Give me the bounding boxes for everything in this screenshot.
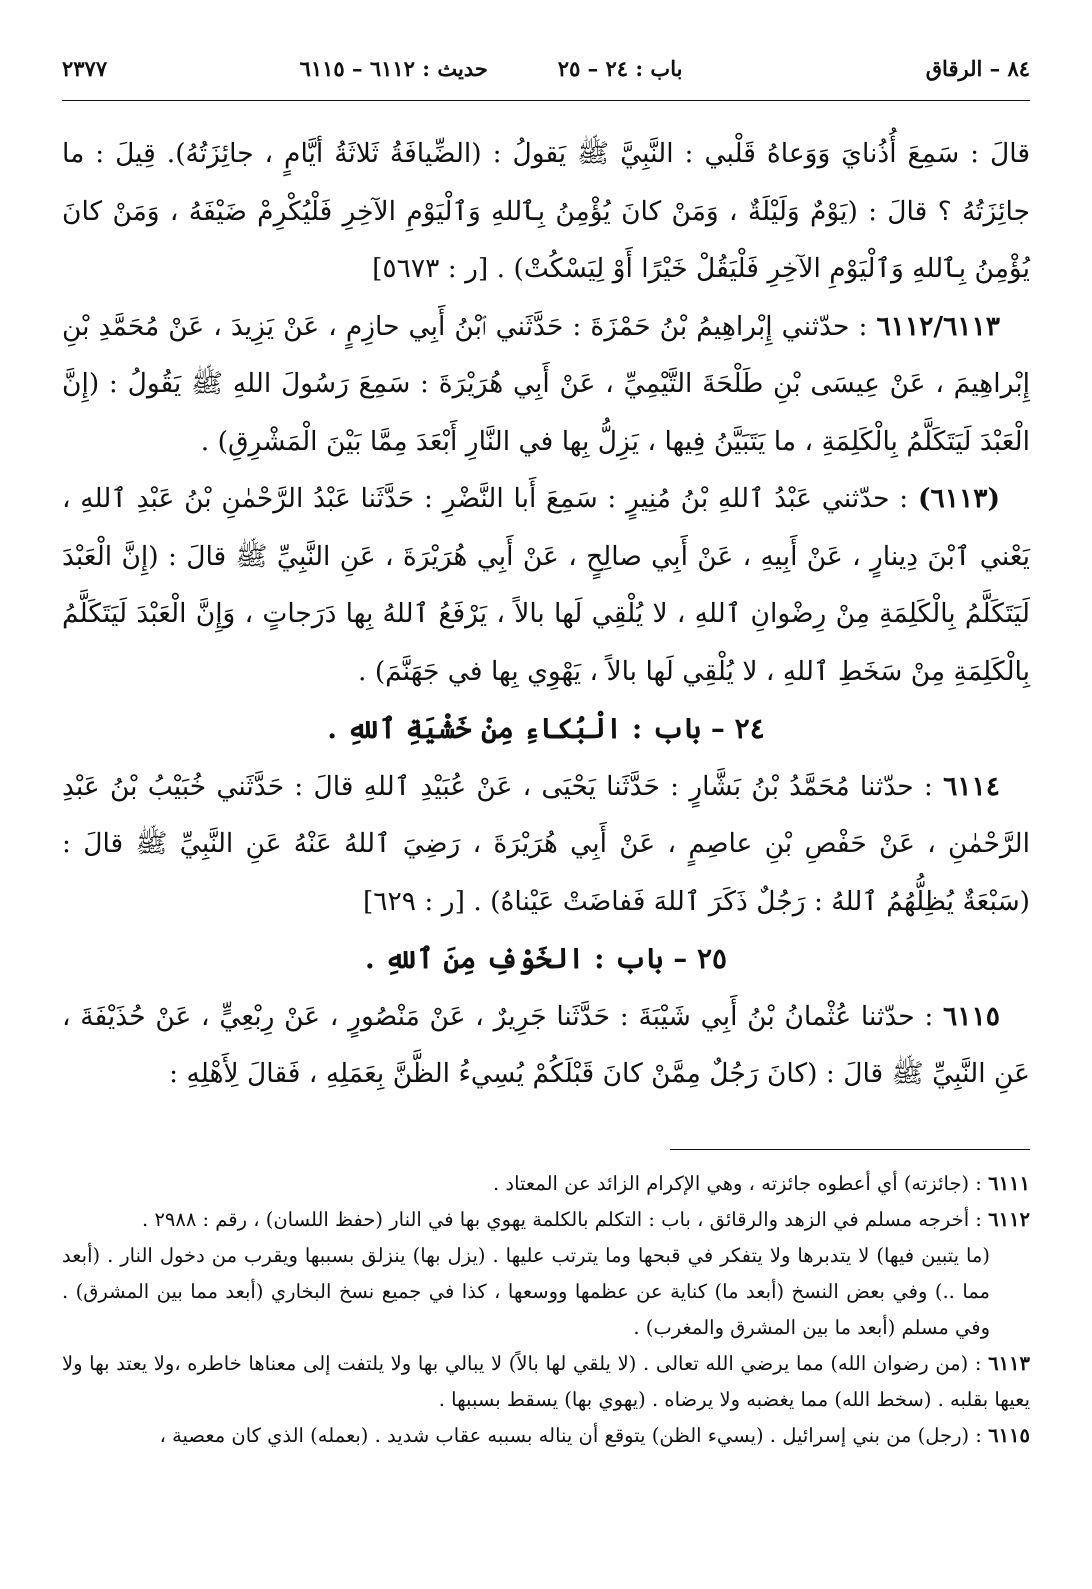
footnote-6112-continued: (ما يتبين فيها) لا يتدبرها ولا يتفكر في قبحها وما يترتب عليها . (يزل بها) ينزلق بسببها ويقرب من دخول النار . (أبعد مما ..) وفي بعض النسخ (أبعد ما) كناية عن عظمها ووسعها ، كذا في جميع نسخ البخاري (أبعد مما بين المشرق) . وفي مسلم (أبعد ما بين المشرق والمغرب) .: [62, 1243, 990, 1339]
footnote-text: : (رجل) من بني إسرائيل . (يسيء الظن) يتوقع أن يناله بسببه عقاب شديد . (بعمله) الذي كان معصية ،: [159, 1423, 982, 1447]
main-text: [62, 125, 1030, 1103]
footnote-6113: [62, 1346, 1030, 1418]
hadith-text: : حدّثنا عُثْمانُ بْنُ أَبِي شَيْبَةَ : حَدَّثَنا جَرِيرٌ ، عَنْ مَنْصُورٍ ، عَنْ رِبْعِيٍّ ، عَنْ حُذَيْفَةَ ، عَنِ النَّبِيِّ ﷺ قالَ : (كانَ رَجُلٌ مِمَّنْ كانَ قَبْلَكُمْ يُسِيءُ الظَّنَّ بِعَمَلِهِ ، فَقالَ لِأَهْلِهِ :: [62, 1000, 1030, 1089]
header-divider: [62, 100, 1030, 101]
hadith-6112: [62, 298, 1030, 471]
page-number: ٢٣٧٧: [62, 56, 108, 81]
footnote-text: : (من رضوان الله) مما يرضي الله تعالى . (لا يلقي لها بالاً) لا يبالي بها ولا يلتفت إلى معناها خاطره ،ولا يعتد بها ولا يعيها بقلبه . (سخط الله) مما يغضبه ولا يرضاه . (يهوي بها) يسقط بسببها .: [62, 1351, 1030, 1411]
paragraph-6111-continued: [62, 125, 1030, 298]
hadith-6114: [62, 758, 1030, 931]
footnote-number: ٦١١٥: [988, 1423, 1030, 1447]
hadith-number: ٦١١٥: [943, 1000, 1000, 1032]
footnote-divider: [670, 1149, 1030, 1150]
header-center: [182, 56, 800, 81]
footnote-number: ٦١١٣: [988, 1351, 1030, 1375]
hadith-text: : حدّثني عَبْدُ ٱللهِ بْنُ مُنِيرٍ : سَمِعَ أَبا النَّضْرِ : حَدَّثَنا عَبْدُ الرَّحْمٰنِ بْنُ عَبْدِ ٱللهِ ، يَعْني ٱبْنَ دِينارٍ ، عَنْ أَبِيهِ ، عَنْ أَبِي صالِحٍ ، عَنْ أَبِي هُرَيْرَةَ ، عَنِ النَّبِيِّ ﷺ قالَ : (إِنَّ الْعَبْدَ لَيَتَكَلَّمُ بِالْكَلِمَةِ مِنْ رِضْوانِ ٱللهِ ، لا يُلْقِي لَها بالاً ، يَرْفَعُ ٱللهُ بِها دَرَجاتٍ ، وَإِنَّ الْعَبْدَ لَيَتَكَلَّمُ بِالْكَلِمَةِ مِنْ سَخَطِ ٱللهِ ، لا يُلْقِي لَها بالاً ، يَهْوِي بِها في جَهَنَّمَ) .: [62, 483, 1031, 687]
hadith-6113: [62, 470, 1030, 700]
book-section-title: ٨٤ – الرقاق: [925, 56, 1030, 81]
footnote-text: : (جائزته) أي أعطوه جائزته ، وهي الإكرام الزائد عن المعتاد .: [493, 1171, 982, 1195]
footnote-6112: [62, 1202, 1030, 1238]
hadith-number: (٦١١٣): [917, 483, 1000, 514]
chapter-heading-25: ٢٥ – باب : الخَوْفِ مِنَ ٱللهِ .: [364, 942, 728, 975]
footnotes: [62, 1166, 1030, 1454]
hadith-text: : حدّثني إِبْراهِيمُ بْنُ حَمْزَةَ : حَدَّثَني ٱبْنُ أَبِي حازِمٍ ، عَنْ يَزِيدَ ، عَنْ مُحَمَّدِ بْنِ إِبْراهِيمَ ، عَنْ عِيسَى بْنِ طَلْحَةَ التَّيْمِيِّ ، عَنْ أَبِي هُرَيْرَةَ : سَمِعَ رَسُولَ اللهِ ﷺ يَقُولُ : (إِنَّ الْعَبْدَ لَيَتَكَلَّمُ بِالْكَلِمَةِ ، ما يَتَبَيَّنُ فِيها ، يَزِلُّ بِها في النَّارِ أَبْعَدَ مِمَّا بَيْنَ الْمَشْرِقِ) .: [62, 310, 1030, 457]
hadith-text: : حدّثنا مُحَمَّدُ بْنُ بَشَّارٍ : حَدَّثَنا يَحْيَى ، عَنْ عُبَيْدِ ٱللهِ قالَ : حَدَّثَني خُبَيْبُ بْنُ عَبْدِ الرَّحْمٰنِ ، عَنْ حَفْصِ بْنِ عاصِمٍ ، عَنْ أَبِي هُرَيْرَةَ ، رَضِيَ ٱللهُ عَنْهُ عَنِ النَّبِيِّ ﷺ قالَ : (سَبْعَةٌ يُظِلُّهُمُ ٱللهُ : رَجُلٌ ذَكَرَ ٱللهَ فَفاضَتْ عَيْناهُ) . [ر : ٦٢٩]: [62, 770, 1030, 917]
hadith-6115: [62, 988, 1030, 1103]
hadith-number: ٦١١٢/٦١١٣: [876, 310, 1000, 342]
hadith-range: حديث : ٦١١٢ – ٦١١٥: [299, 56, 488, 81]
footnote-6111: [62, 1166, 1030, 1202]
footnote-number: ٦١١٢: [988, 1207, 1030, 1231]
footnote-number: ٦١١١: [988, 1171, 1030, 1195]
paragraph-text: قالَ : سَمِعَ أُذُنايَ وَوَعاهُ قَلْبي : النَّبِيَّ ﷺ يَقولُ : (الضِّيافَةُ ثَلاثَةُ أيَّامٍ ، جائِزَتُهُ). قِيلَ : ما جائِزَتُهُ ؟ قالَ : (يَوْمٌ وَلَيْلَةٌ ، وَمَنْ كانَ يُؤْمِنُ بِٱللهِ وَٱلْيَوْمِ الآخِرِ فَلْيُكْرِمْ ضَيْفَهُ ، وَمَنْ كانَ يُؤْمِنُ بِٱللهِ وَٱلْيَوْمِ الآخِرِ فَلْيَقُلْ خَيْرًا أَوْ لِيَسْكُتْ) . [ر : ٥٦٧٣]: [62, 138, 1030, 284]
running-header: [62, 56, 1030, 92]
chapter-range: باب : ٢٤ – ٢٥: [557, 56, 683, 81]
footnote-6115: [62, 1418, 1030, 1454]
hadith-number: ٦١١٤: [943, 770, 1000, 802]
footnote-text: : أخرجه مسلم في الزهد والرقائق ، باب : التكلم بالكلمة يهوي بها في النار (حفظ اللسان) ، رقم : ٢٩٨٨ .: [142, 1207, 982, 1231]
chapter-heading-24: ٢٤ – باب : الْبُكاءِ مِنْ خَشْيَةِ ٱللهِ .: [327, 712, 765, 745]
